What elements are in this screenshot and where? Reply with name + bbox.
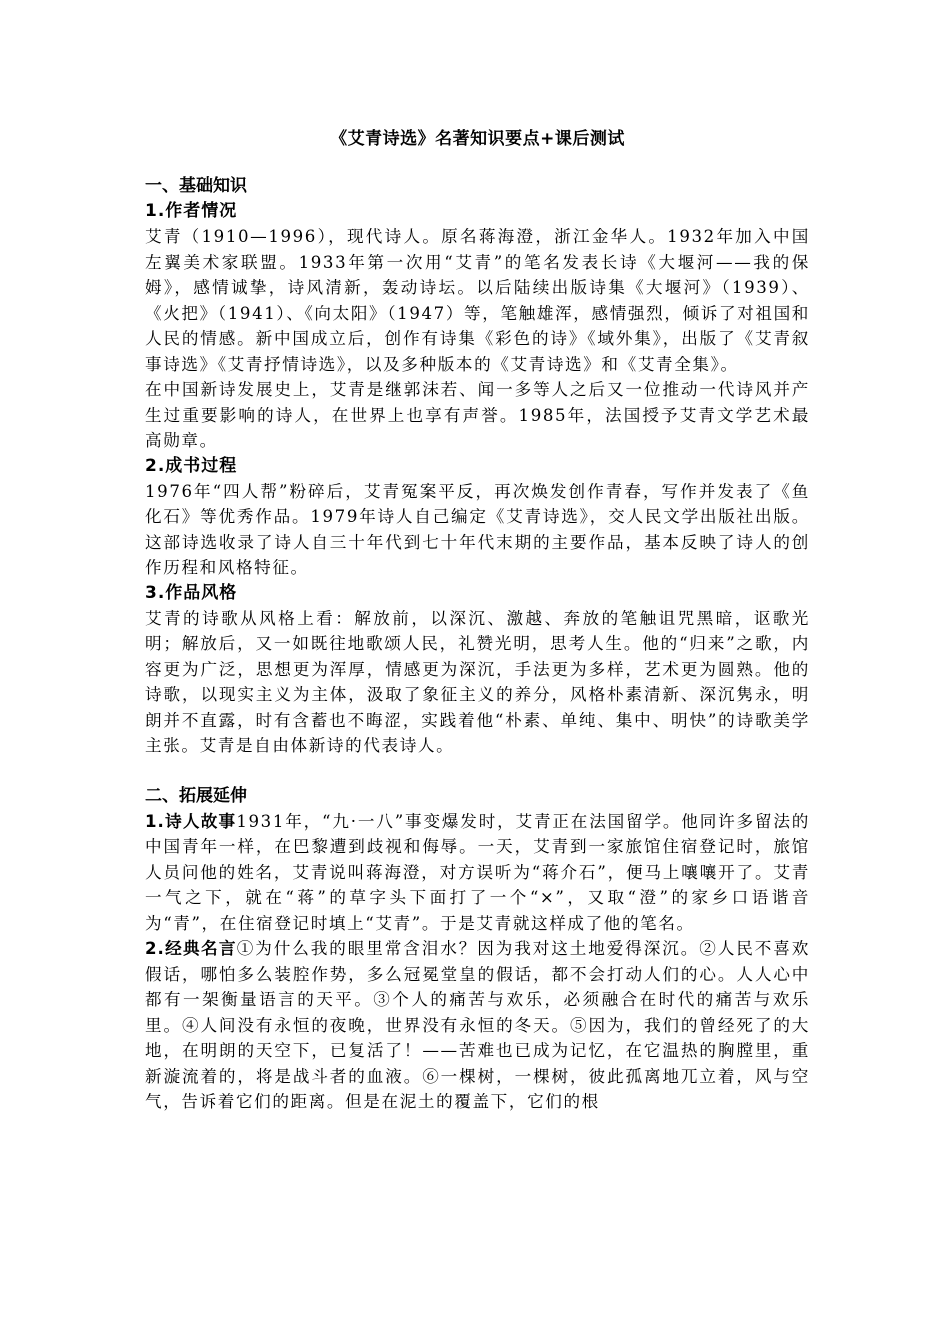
document-title: 《艾青诗选》名著知识要点+课后测试 <box>330 129 625 149</box>
subheading-style: 3.作品风格 <box>145 582 238 603</box>
paragraph-style: 艾青的诗歌从风格上看：解放前，以深沉、激越、奔放的笔触诅咒黑暗，讴歌光明；解放后，又一如既往地歌颂人民，礼赞光明，思考人生。他的“归来”之歌，内容更为广泛，思想更为浑厚，情感更为深沉，手法更为多样，艺术更为圆熟。他的诗歌，以现实主义为主体，汲取了象征主义的养分，风格朴素清新、深沉隽永，明朗并不直露，时有含蓄也不晦涩，实践着他“朴素、单纯、集中、明快”的诗歌美学主张。艾青是自由体新诗的代表诗人。 <box>145 608 810 755</box>
paragraph-publication: 1976年“四人帮”粉碎后，艾青冤案平反，再次焕发创作青春，写作并发表了《鱼化石》等优秀作品。1979年诗人自己编定《艾青诗选》，交人民文学出版社出版。这部诗选收录了诗人自三十年代到七十年代末期的主要作品，基本反映了诗人的创作历程和风格特征。 <box>145 481 810 577</box>
paragraph-poet-story <box>145 809 810 937</box>
paragraph-author-influence: 在中国新诗发展史上，艾青是继郭沫若、闻一多等人之后又一位推动一代诗风并产生过重要影响的诗人，在世界上也享有声誉。1985年，法国授予艾青文学艺术最高勋章。 <box>145 380 810 450</box>
subheading-publication: 2.成书过程 <box>145 455 238 476</box>
paragraph-quotes <box>145 936 810 1115</box>
document-page <box>145 126 810 1115</box>
label-poet-story: 1.诗人故事 <box>145 811 237 831</box>
section-spacer <box>145 759 810 784</box>
subheading-author: 1.作者情况 <box>145 201 238 221</box>
text-quotes: ①为什么我的眼里常含泪水？因为我对这土地爱得深沉。②人民不喜欢假话，哪怕多么装腔作势，多么冠冕堂皇的假话，都不会打动人们的心。人人心中都有一架衡量语言的天平。③个人的痛苦与欢乐，必须融合在时代的痛苦与欢乐里。④人间没有永恒的夜晚，世界没有永恒的冬天。⑤因为，我们的曾经死了的大地，在明朗的天空下，已复活了！——苦难也已成为记忆，在它温热的胸膛里，重新漩流着的，将是战斗者的血液。⑥一棵树，一棵树，彼此孤离地兀立着，风与空气，告诉着它们的距离。但是在泥土的覆盖下，它们的根 <box>145 939 810 1111</box>
paragraph-author-bio: 艾青（1910—1996），现代诗人。原名蒋海澄，浙江金华人。1932年加入中国左翼美术家联盟。1933年第一次用“艾青”的笔名发表长诗《大堰河——我的保姆》，感情诚挚，诗风清新，轰动诗坛。以后陆续出版诗集《大堰河》（1939）、《火把》（1941）、《向太阳》（1947）等，笔触雄浑，感情强烈，倾诉了对祖国和人民的情感。新中国成立后，创作有诗集《彩色的诗》《域外集》，出版了《艾青叙事诗选》《艾青抒情诗选》，以及多种版本的《艾青诗选》和《艾青全集》。 <box>145 227 810 374</box>
section-heading-basics: 一、基础知识 <box>145 176 247 196</box>
label-quotes: 2.经典名言 <box>145 939 237 958</box>
section-heading-extension: 二、拓展延伸 <box>145 785 247 806</box>
text-poet-story: 1931年，“九·一八”事变爆发时，艾青正在法国留学。他同许多留法的中国青年一样，在巴黎遭到歧视和侮辱。一天，艾青到一家旅馆住宿登记时，旅馆人员问他的姓名，艾青说叫蒋海澄，对方误听为“蒋介石”，便马上嚷嚷开了。艾青一气之下，就在“蒋”的草字头下面打了一个“×”，又取“澄”的家乡口语谐音为“青”，在住宿登记时填上“艾青”。于是艾青就这样成了他的笔名。 <box>145 811 810 933</box>
